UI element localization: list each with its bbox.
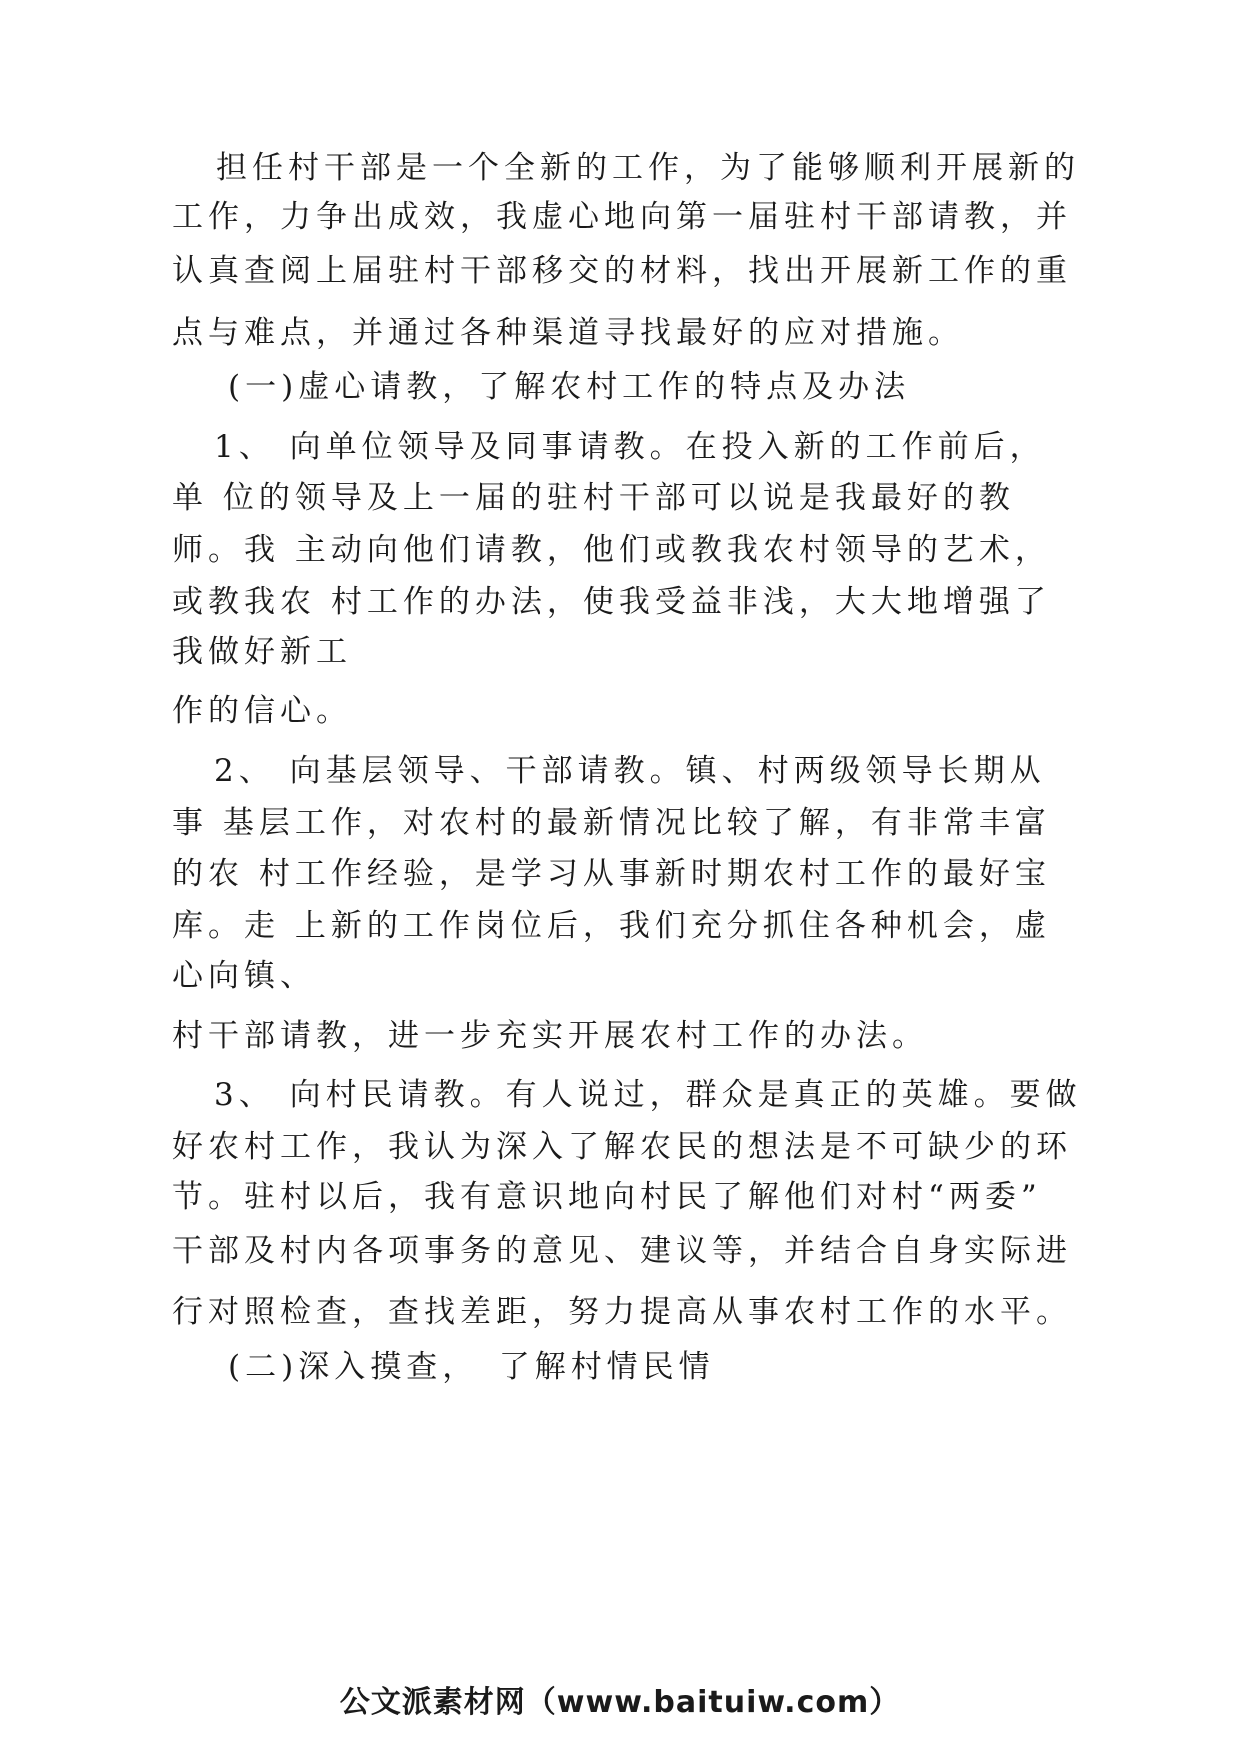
item1-line-2: 单 位的领导及上一届的驻村干部可以说是我最好的教 [172,480,1015,516]
item2-line-1: 2、 向基层领导、干部请教。镇、村两级领导长期从 [214,753,1046,789]
item2-line-3: 的农 村工作经验，是学习从事新时期农村工作的最好宝 [172,856,1051,892]
item1-line-3: 师。我 主动向他们请教，他们或教我农村领导的艺术， [172,532,1051,568]
item2-line-2: 事 基层工作，对农村的最新情况比较了解，有非常丰富 [172,805,1051,841]
intro-line-4: 点与难点，并通过各种渠道寻找最好的应对措施。 [172,315,964,351]
section-heading-2: (二)深入摸查， 了解村情民情 [228,1349,715,1385]
item3-line-2: 好农村工作，我认为深入了解农民的想法是不可缺少的环 [172,1129,1072,1165]
intro-line-3: 认真查阅上届驻村干部移交的材料，找出开展新工作的重 [172,253,1072,289]
item3-line-5: 行对照检查，查找差距，努力提高从事农村工作的水平。 [172,1294,1072,1330]
item1-line-6: 作的信心。 [172,693,352,729]
footer-website: 公文派素材网（www.baituiw.com） [339,1685,901,1720]
section-heading-1: (一)虚心请教，了解农村工作的特点及办法 [228,369,911,405]
item1-line-5: 我做好新工 [172,634,352,670]
item1-line-1: 1、 向单位领导及同事请教。在投入新的工作前后， [214,429,1046,465]
item1-line-4: 或教我农 村工作的办法，使我受益非浅，大大地增强了 [172,584,1051,620]
item3-line-3: 节。驻村以后，我有意识地向村民了解他们对村“两委” [172,1179,1042,1215]
item3-line-1: 3、 向村民请教。有人说过，群众是真正的英雄。要做 [214,1077,1082,1113]
intro-line-1: 担任村干部是一个全新的工作，为了能够顺利开展新的 [216,150,1080,186]
item2-line-5: 心向镇、 [172,958,316,994]
item2-line-6: 村干部请教，进一步充实开展农村工作的办法。 [172,1018,928,1054]
item2-line-4: 库。走 上新的工作岗位后，我们充分抓住各种机会，虚 [172,908,1051,944]
item3-line-4: 干部及村内各项事务的意见、建议等，并结合自身实际进 [172,1233,1072,1269]
intro-line-2: 工作，力争出成效，我虚心地向第一届驻村干部请教，并 [172,199,1072,235]
